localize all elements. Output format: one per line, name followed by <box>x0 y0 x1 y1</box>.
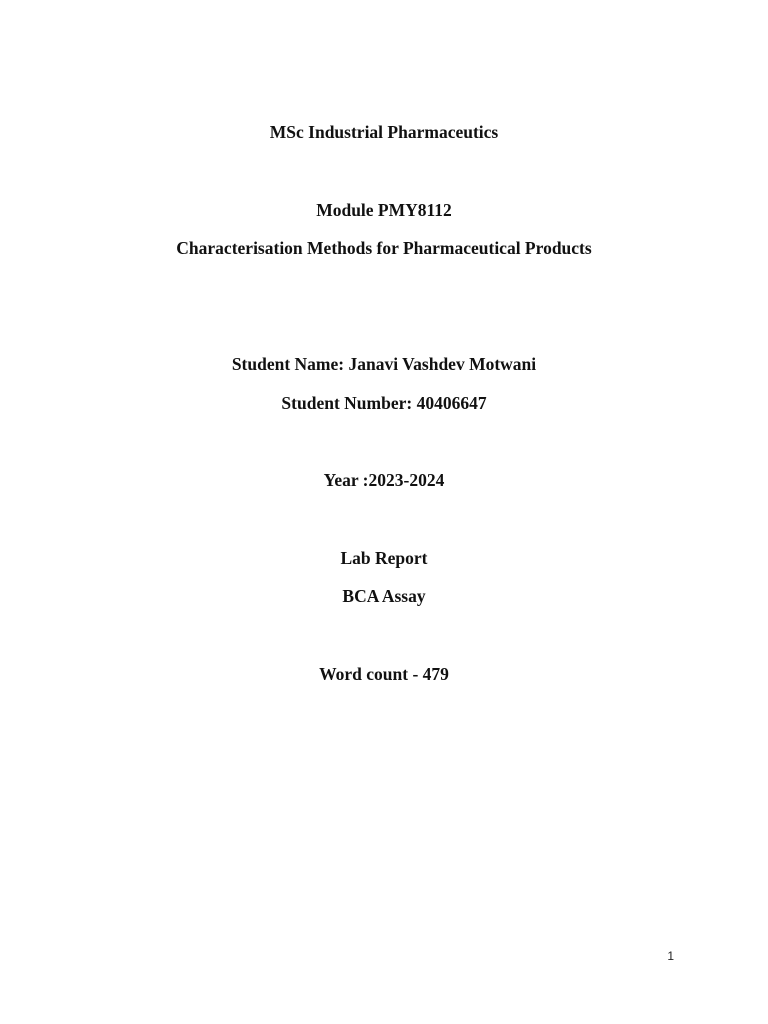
module-code: Module PMY8112 <box>316 200 452 220</box>
academic-year: Year :2023-2024 <box>323 470 445 490</box>
student-name: Student Name: Janavi Vashdev Motwani <box>231 354 537 374</box>
module-title: Characterisation Methods for Pharmaceutical Products <box>176 238 592 258</box>
page-number: 1 <box>667 949 674 963</box>
word-count: Word count - 479 <box>319 664 449 684</box>
program-title: MSc Industrial Pharmaceutics <box>269 122 499 142</box>
report-type: Lab Report <box>340 548 428 568</box>
student-number: Student Number: 40406647 <box>281 393 487 413</box>
report-subject: BCA Assay <box>342 586 426 606</box>
